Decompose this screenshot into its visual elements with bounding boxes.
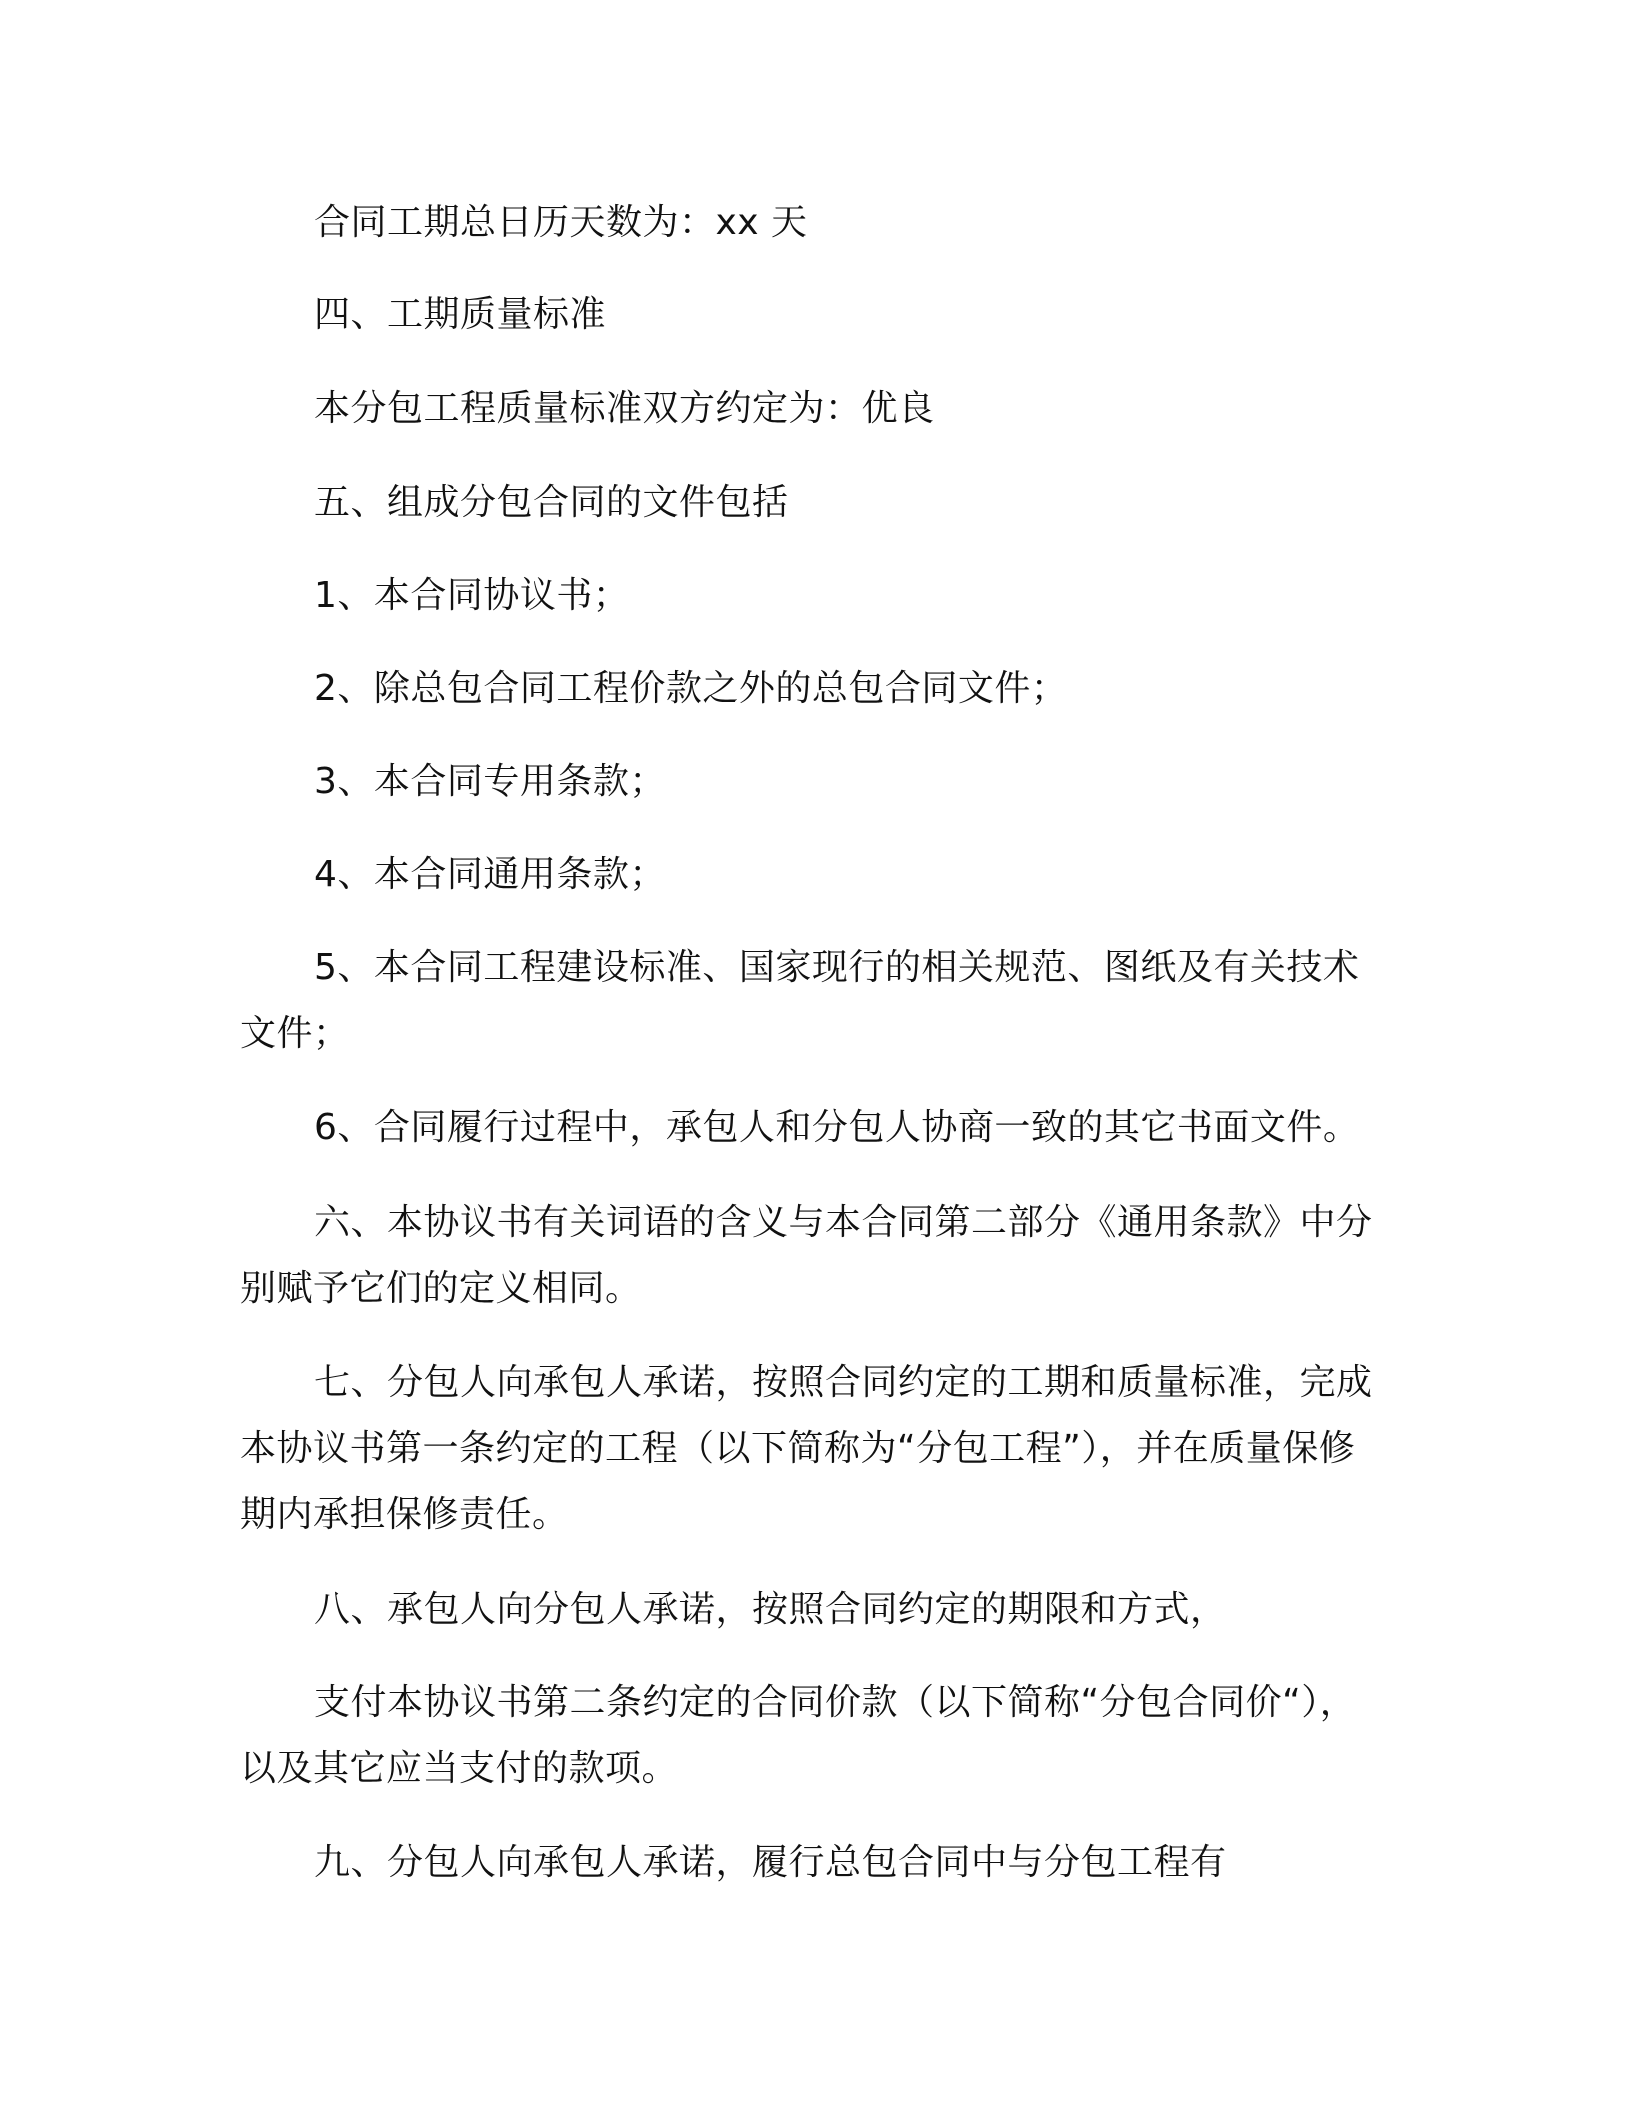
section-heading-4: 四、工期质量标准 bbox=[314, 294, 607, 335]
list-item-2: 2、除总包合同工程价款之外的总包合同文件； bbox=[314, 668, 1068, 709]
section-6-paragraph: 六、本协议书有关词语的含义与本合同第二部分《通用条款》中分别赋予它们的定义相同。 bbox=[240, 1202, 1373, 1309]
section-heading-5: 五、组成分包合同的文件包括 bbox=[314, 482, 789, 523]
paragraph-1: 合同工期总日历天数为：xx 天 bbox=[314, 202, 808, 243]
list-item-6: 6、合同履行过程中，承包人和分包人协商一致的其它书面文件。 bbox=[314, 1107, 1360, 1148]
list-item-5: 5、本合同工程建设标准、国家现行的相关规范、图纸及有关技术文件； bbox=[240, 947, 1360, 1054]
section-9-paragraph: 九、分包人向承包人承诺，履行总包合同中与分包工程有 bbox=[314, 1842, 1227, 1883]
list-item-1: 1、本合同协议书； bbox=[314, 575, 630, 616]
list-item-4: 4、本合同通用条款； bbox=[314, 854, 666, 895]
paragraph-quality-standard: 本分包工程质量标准双方约定为：优良 bbox=[314, 388, 935, 429]
payment-paragraph: 支付本协议书第二条约定的合同价款（以下简称“分包合同价“），以及其它应当支付的款项。 bbox=[240, 1682, 1357, 1789]
section-8-paragraph: 八、承包人向分包人承诺，按照合同约定的期限和方式， bbox=[314, 1589, 1227, 1630]
section-7-paragraph: 七、分包人向承包人承诺，按照合同约定的工期和质量标准，完成本协议书第一条约定的工程（以下简称为“分包工程”），并在质量保修期内承担保修责任。 bbox=[240, 1362, 1373, 1535]
list-item-3: 3、本合同专用条款； bbox=[314, 761, 666, 802]
